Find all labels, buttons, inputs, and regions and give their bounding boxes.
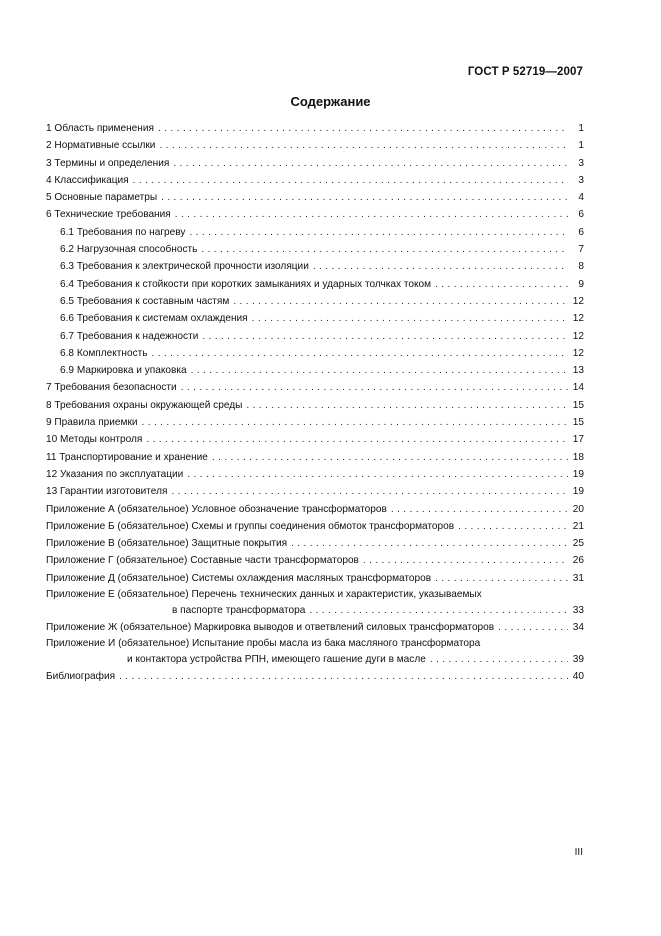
toc-entry-page: 12	[572, 330, 584, 342]
toc-entry[interactable]	[46, 414, 584, 431]
toc-leader-dots	[202, 328, 568, 345]
toc-entry-text: 7 Требования безопасности	[46, 382, 177, 394]
toc-leader-dots	[430, 652, 568, 668]
toc-leader-dots	[171, 483, 568, 500]
toc-leader-dots	[191, 362, 568, 379]
toc-appendix-entry[interactable]	[46, 636, 584, 668]
toc-leader-dots	[391, 501, 568, 518]
toc-entry-text: 13 Гарантии изготовителя	[46, 486, 168, 498]
toc-leader-dots	[246, 397, 568, 414]
toc-entry[interactable]	[46, 668, 584, 685]
toc-entry-text: 1 Область применения	[46, 123, 154, 134]
toc-entry-page: 33	[572, 605, 584, 617]
toc-entry[interactable]	[46, 397, 584, 414]
toc-entry-page: 9	[578, 278, 584, 290]
toc-entry-text: 4 Классификация	[46, 174, 129, 186]
toc-entry[interactable]	[46, 379, 584, 396]
toc-subentry[interactable]	[46, 224, 584, 241]
toc-subentry[interactable]	[46, 276, 584, 293]
toc-entry[interactable]	[46, 206, 584, 223]
toc-leader-dots	[119, 668, 568, 685]
toc-leader-dots	[435, 276, 568, 293]
toc-entry-page: 31	[572, 572, 584, 584]
toc-subentry[interactable]	[46, 241, 584, 258]
toc-leader-dots	[158, 120, 568, 137]
toc-entry[interactable]	[46, 155, 584, 172]
toc-entry-page: 6	[578, 226, 584, 238]
toc-entry[interactable]	[46, 449, 584, 466]
toc-entry-page: 3	[578, 157, 584, 169]
toc-subentry[interactable]	[46, 293, 584, 310]
toc-leader-dots	[212, 449, 568, 466]
toc-entry-text: Приложение Ж (обязательное) Маркировка выводов и ответвлений силовых трансформаторов	[46, 622, 495, 634]
toc-leader-dots	[363, 552, 568, 569]
toc-entry-page: 12	[572, 347, 584, 359]
toc-appendix-entry[interactable]	[46, 570, 584, 587]
toc-entry-text: 6.3 Требования к электрической прочности изоляции	[60, 261, 309, 273]
toc-entry-page: 40	[572, 671, 584, 683]
toc-entry-page: 21	[572, 520, 584, 532]
toc-appendix-entry[interactable]	[46, 501, 584, 518]
toc-entry-text: 10 Методы контроля	[46, 434, 143, 446]
toc-entry[interactable]	[46, 172, 584, 189]
toc-entry-page: 19	[572, 468, 584, 480]
toc-appendix-entry[interactable]	[46, 552, 584, 569]
toc-entry-text: 6.8 Комплектность	[60, 347, 148, 359]
toc-title: Содержание	[290, 94, 371, 109]
toc-entry-text: Приложение Г (обязательное) Составные части трансформаторов	[46, 555, 359, 567]
toc-entry-text: 6.9 Маркировка и упаковка	[60, 365, 187, 377]
toc-entry-page: 19	[572, 486, 584, 498]
toc-appendix-entry[interactable]	[46, 619, 584, 636]
toc-entry-page: 12	[572, 313, 584, 325]
toc-leader-dots	[498, 619, 568, 636]
toc-entry-text: 3 Термины и определения	[46, 157, 170, 169]
toc-entry-text: 5 Основные параметры	[46, 192, 158, 204]
toc-appendix-entry[interactable]	[46, 587, 584, 619]
toc-entry[interactable]	[46, 431, 584, 448]
toc-entry-page: 14	[572, 382, 584, 394]
toc-leader-dots	[309, 603, 568, 619]
toc-leader-dots	[161, 189, 568, 206]
toc-subentry[interactable]	[46, 258, 584, 275]
toc-subentry[interactable]	[46, 345, 584, 362]
toc-entry-page: 1	[578, 140, 584, 152]
toc-entry-page: 25	[572, 538, 584, 550]
toc-entry-text: 6.2 Нагрузочная способность	[60, 244, 198, 256]
toc-entry-page: 15	[572, 399, 584, 411]
toc-entry-page: 12	[572, 295, 584, 307]
toc-leader-dots	[159, 137, 568, 154]
toc-entry-text: 6.6 Требования к системам охлаждения	[60, 313, 248, 325]
toc-entry-text: Приложение А (обязательное) Условное обозначение трансформаторов	[46, 503, 387, 515]
toc-entry-page: 20	[572, 503, 584, 515]
toc-entry-page: 7	[578, 244, 584, 256]
toc-entry-text: 11 Транспортирование и хранение	[46, 451, 208, 463]
toc-subentry[interactable]	[46, 362, 584, 379]
toc-entry-page: 34	[572, 622, 584, 634]
toc-entry-text: 8 Требования охраны окружающей среды	[46, 399, 243, 411]
toc-entry-page: 18	[572, 451, 584, 463]
toc-entry[interactable]	[46, 466, 584, 483]
toc-leader-dots	[189, 224, 568, 241]
toc-entry-page: 39	[572, 654, 584, 666]
toc-leader-dots	[313, 258, 568, 275]
toc-leader-dots	[252, 310, 568, 327]
toc-leader-dots	[181, 379, 568, 396]
toc-leader-dots	[435, 570, 568, 587]
toc-leader-dots	[458, 518, 568, 535]
toc-entry[interactable]	[46, 120, 584, 137]
toc-leader-dots	[201, 241, 568, 258]
toc-entry-text: 9 Правила приемки	[46, 417, 138, 429]
toc-entry-text-continuation: в паспорте трансформатора	[172, 605, 306, 617]
toc-entry-text: Приложение Б (обязательное) Схемы и группы соединения обмоток трансформаторов	[46, 520, 455, 532]
page-number: III	[574, 847, 583, 858]
toc-subentry[interactable]	[46, 328, 584, 345]
toc-entry-text-continuation: и контактора устройства РПН, имеющего гашение дуги в масле	[127, 654, 426, 666]
toc-entry-text: 6.1 Требования по нагреву	[60, 226, 186, 238]
toc-appendix-entry[interactable]	[46, 535, 584, 552]
toc-leader-dots	[152, 345, 568, 362]
toc-entry-page: 6	[578, 209, 584, 221]
toc-entry[interactable]	[46, 137, 584, 154]
toc-entry-text: 6 Технические требования	[46, 209, 171, 221]
toc-appendix-entry[interactable]	[46, 518, 584, 535]
toc-entry-text: 12 Указания по эксплуатации	[46, 468, 184, 480]
toc-entry-page: 3	[578, 174, 584, 186]
toc-entry-text: Приложение Е (обязательное) Перечень технических данных и характеристик, указываемых	[46, 589, 482, 601]
toc-leader-dots	[175, 206, 568, 223]
toc-entry-text: Приложение Д (обязательное) Системы охлаждения масляных трансформаторов	[46, 572, 432, 584]
toc-leader-dots	[133, 172, 568, 189]
toc-leader-dots	[173, 155, 568, 172]
toc-entry-page: 17	[572, 434, 584, 446]
toc-entry-text: 2 Нормативные ссылки	[46, 140, 156, 152]
toc-entry-page: 4	[578, 192, 584, 204]
toc-leader-dots	[142, 414, 568, 431]
toc-entry-text: 6.7 Требования к надежности	[60, 330, 199, 342]
toc-entry-text: 6.5 Требования к составным частям	[60, 295, 230, 307]
table-of-contents	[46, 120, 584, 686]
toc-entry-page: 1	[578, 123, 584, 134]
toc-entry-page: 8	[578, 261, 584, 273]
toc-entry-text: Приложение В (обязательное) Защитные покрытия	[46, 538, 288, 550]
toc-entry-page: 26	[572, 555, 584, 567]
document-code: ГОСТ Р 52719—2007	[467, 66, 583, 78]
toc-entry[interactable]	[46, 189, 584, 206]
toc-entry[interactable]	[46, 483, 584, 500]
toc-entry-page: 15	[572, 417, 584, 429]
toc-entry-text: Библиография	[46, 671, 116, 683]
toc-leader-dots	[233, 293, 568, 310]
toc-subentry[interactable]	[46, 310, 584, 327]
toc-entry-text: Приложение И (обязательное) Испытание пробы масла из бака масляного трансформатора	[46, 638, 481, 650]
toc-leader-dots	[146, 431, 568, 448]
toc-entry-page: 13	[572, 365, 584, 377]
toc-entry-text: 6.4 Требования к стойкости при коротких замыканиях и ударных толчках током	[60, 278, 432, 290]
toc-leader-dots	[291, 535, 568, 552]
toc-leader-dots	[187, 466, 568, 483]
